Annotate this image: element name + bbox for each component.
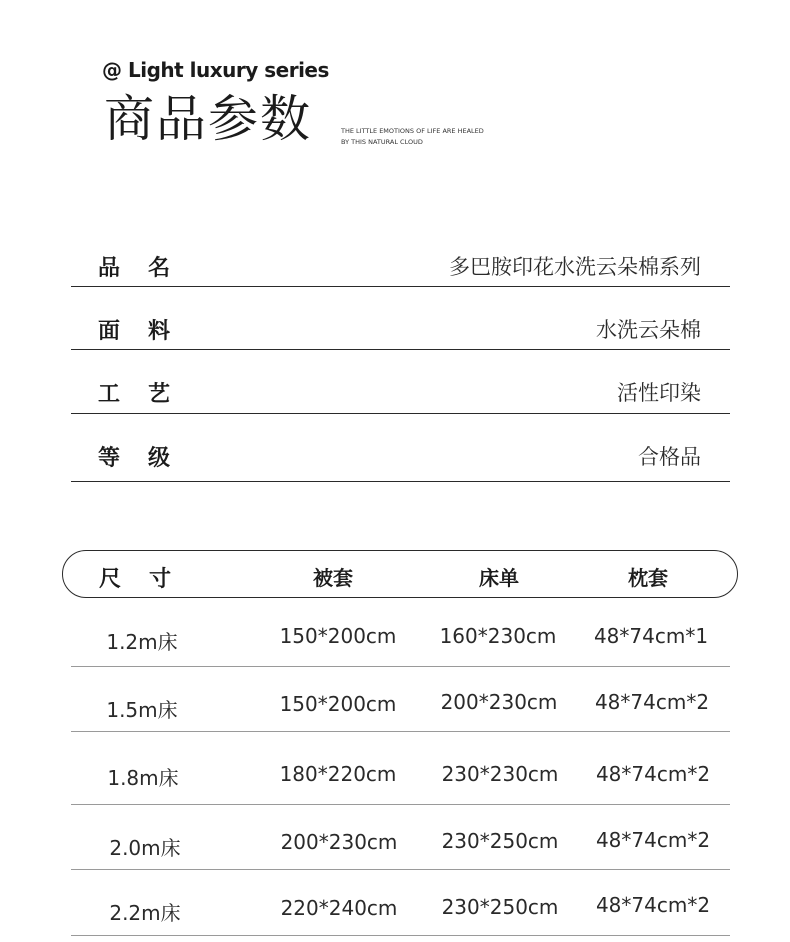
table-cell-bed-size: 1.2m床 bbox=[106, 630, 178, 654]
row-divider bbox=[71, 804, 730, 805]
page-title: 商品参数 bbox=[104, 90, 312, 148]
table-cell-bed-size: 2.2m床 bbox=[109, 901, 181, 925]
spec-label-grade: 等级 bbox=[98, 446, 199, 471]
spec-divider bbox=[71, 413, 730, 414]
table-cell-bed-size: 1.5m床 bbox=[106, 698, 178, 722]
spec-label-process: 工艺 bbox=[98, 382, 199, 407]
table-cell-sheet: 160*230cm bbox=[439, 624, 557, 648]
table-cell-pillow: 48*74cm*1 bbox=[593, 624, 709, 648]
tagline-line-1: THE LITTLE EMOTIONS OF LIFE ARE HEALED bbox=[341, 127, 484, 135]
spec-value-fabric: 水洗云朵棉 bbox=[596, 318, 701, 342]
table-cell-duvet: 220*240cm bbox=[280, 896, 398, 920]
table-cell-sheet: 200*230cm bbox=[440, 690, 558, 714]
table-cell-sheet: 230*250cm bbox=[441, 895, 559, 919]
spec-value-process: 活性印染 bbox=[617, 381, 701, 405]
table-cell-sheet: 230*230cm bbox=[441, 762, 559, 786]
table-cell-bed-size: 2.0m床 bbox=[109, 836, 181, 860]
row-divider bbox=[71, 869, 730, 870]
table-cell-pillow: 48*74cm*2 bbox=[595, 893, 711, 917]
header-duvet-cover: 被套 bbox=[313, 566, 353, 590]
table-cell-duvet: 150*200cm bbox=[279, 624, 397, 648]
spec-divider bbox=[71, 481, 730, 482]
spec-label-fabric: 面料 bbox=[98, 319, 199, 344]
spec-divider bbox=[71, 349, 730, 350]
spec-value-grade: 合格品 bbox=[638, 445, 701, 469]
row-divider bbox=[71, 666, 730, 667]
spec-label-name: 品名 bbox=[98, 256, 199, 281]
table-cell-duvet: 200*230cm bbox=[280, 830, 398, 854]
table-cell-pillow: 48*74cm*2 bbox=[595, 828, 711, 852]
spec-value-name: 多巴胺印花水洗云朵棉系列 bbox=[449, 255, 701, 279]
row-divider bbox=[71, 731, 730, 732]
table-cell-pillow: 48*74cm*2 bbox=[595, 762, 711, 786]
row-divider bbox=[71, 935, 730, 936]
header-pillowcase: 枕套 bbox=[628, 566, 668, 590]
table-cell-bed-size: 1.8m床 bbox=[107, 766, 179, 790]
tagline bbox=[341, 126, 484, 148]
table-cell-sheet: 230*250cm bbox=[441, 829, 559, 853]
table-cell-duvet: 180*220cm bbox=[279, 762, 397, 786]
table-cell-pillow: 48*74cm*2 bbox=[594, 690, 710, 714]
header-size: 尺寸 bbox=[99, 567, 200, 592]
header-bed-sheet: 床单 bbox=[479, 566, 519, 590]
tagline-line-2: BY THIS NATURAL CLOUD bbox=[341, 138, 423, 146]
table-cell-duvet: 150*200cm bbox=[279, 692, 397, 716]
brand-series: @ Light luxury series bbox=[102, 58, 329, 82]
spec-divider bbox=[71, 286, 730, 287]
